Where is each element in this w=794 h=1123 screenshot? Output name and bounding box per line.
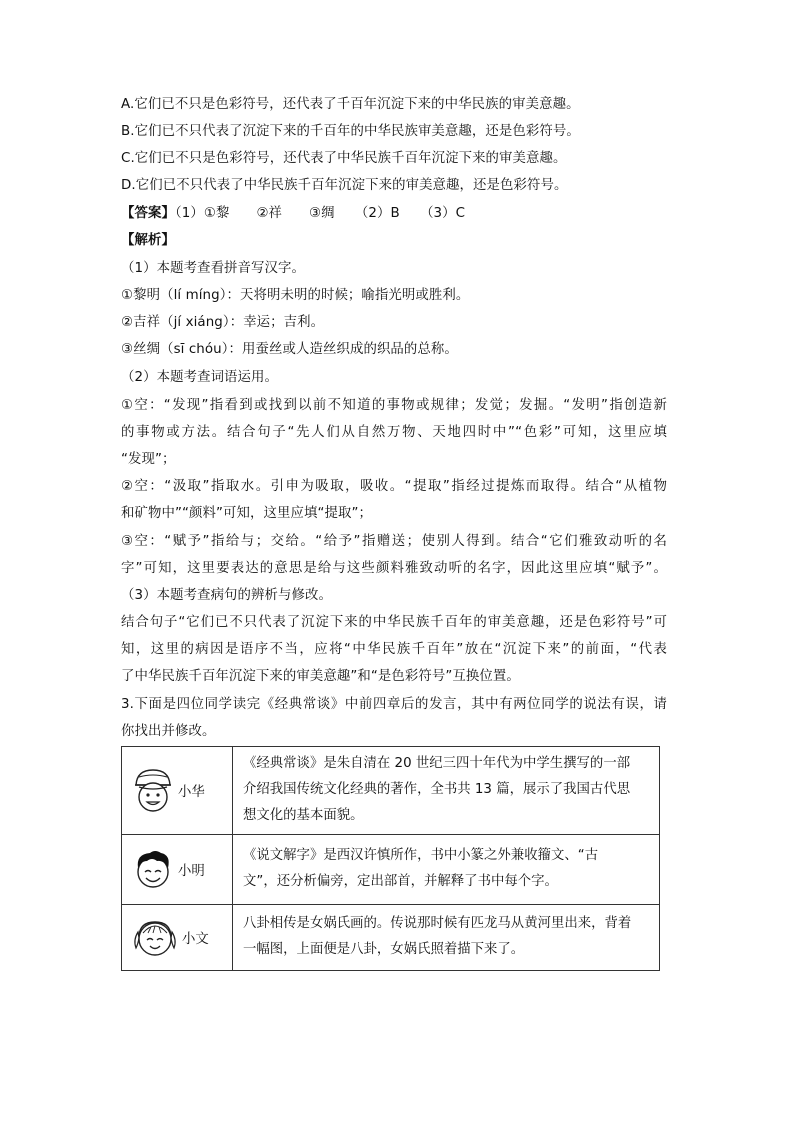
analysis-line: ②空：“汲取”指取水。引申为吸取，吸收。“提取”指经过提炼而取得。结合“从植物: [121, 479, 667, 494]
answer-text: （1）①黎 ②祥 ③绸 （2）B （3）C: [174, 206, 466, 221]
analysis-line: 了中华民族千百年沉淀下来的审美意趣”和“是色彩符号”互换位置。: [121, 669, 520, 684]
analysis-line: ③丝绸（sī chóu）：用蚕丝或人造丝织成的织品的总称。: [121, 342, 458, 357]
analysis-line: “发现”；: [121, 452, 176, 467]
student-comment: 《说文解字》是西汉许慎所作，书中小篆之外兼收籀文、“古 文”，还分析偏旁，定出部首，并解释了书中每个字。: [233, 835, 660, 905]
analysis-line: ③空：“赋予”指给与；交给。“给予”指赠送；使别人得到。结合“它们雅致动听的名: [121, 534, 667, 549]
analysis-line: ①空：“发现”指看到或找到以前不知道的事物或规律；发觉；发掘。“发明”指创造新: [121, 398, 667, 413]
student-name: 小明: [178, 864, 205, 879]
option-b: B.它们已不只代表了沉淀下来的千百年的中华民族审美意趣，还是色彩符号。: [121, 124, 580, 139]
question-3-stem: 你找出并修改。: [121, 724, 216, 739]
option-c: C.它们已不只是色彩符号，还代表了中华民族千百年沉淀下来的审美意趣。: [121, 151, 567, 166]
analysis-line: 字”可知，这里要表达的意思是给与这些颜料雅致动听的名字，因此这里应填“赋予”。: [121, 561, 667, 576]
option-a: A.它们已不只是色彩符号，还代表了千百年沉淀下来的中华民族的审美意趣。: [121, 97, 580, 112]
boy-hair-face-icon: [130, 846, 176, 894]
answer-label: 【答案】: [121, 206, 175, 221]
boy-cap-face-icon: [130, 767, 176, 815]
student-cell: [122, 747, 233, 835]
table-row: [122, 905, 660, 971]
student-comments-table: [121, 746, 660, 971]
student-name: 小文: [182, 932, 209, 947]
analysis-line: 的事物或方法。结合句子“先人们从自然万物、天地四时中”“色彩”可知，这里应填: [121, 425, 667, 440]
option-d: D.它们已不只代表了中华民族千百年沉淀下来的审美意趣，还是色彩符号。: [121, 178, 568, 193]
analysis-line: 知，这里的病因是语序不当，应将“中华民族千百年”放在“沉淀下来”的前面，“代表: [121, 642, 667, 657]
table-row: [122, 747, 660, 835]
student-comment: 八卦相传是女娲氏画的。传说那时候有匹龙马从黄河里出来，背着 一幅图，上面便是八卦，女娲氏照着描下来了。: [233, 905, 660, 971]
table-row: [122, 835, 660, 905]
analysis-line: 结合句子“它们已不只代表了沉淀下来的中华民族千百年的审美意趣，还是色彩符号”可: [121, 615, 667, 630]
analysis-line: 和矿物中”“颜料”可知，这里应填“提取”；: [121, 506, 373, 521]
analysis-line: （2）本题考查词语运用。: [121, 370, 279, 385]
analysis-line: （1）本题考查看拼音写汉字。: [121, 261, 305, 276]
analysis-label: 【解析】: [121, 233, 175, 248]
student-cell: [122, 835, 233, 905]
student-cell: [122, 905, 233, 971]
student-name: 小华: [178, 785, 205, 800]
analysis-line: ①黎明（lí míng）：天将明未明的时候；喻指光明或胜利。: [121, 288, 470, 303]
question-3-stem: 3.下面是四位同学读完《经典常谈》中前四章后的发言，其中有两位同学的说法有误，请: [121, 697, 667, 712]
analysis-line: （3）本题考查病句的辨析与修改。: [121, 588, 332, 603]
student-comment: 《经典常谈》是朱自清在 20 世纪三四十年代为中学生撰写的一部 介绍我国传统文化经典的著作，全书共 13 篇，展示了我国古代思 想文化的基本面貌。: [233, 747, 660, 835]
girl-pigtails-face-icon: [130, 914, 180, 962]
answer-line: [121, 205, 465, 222]
analysis-line: ②吉祥（jí xiáng）：幸运；吉利。: [121, 315, 325, 330]
